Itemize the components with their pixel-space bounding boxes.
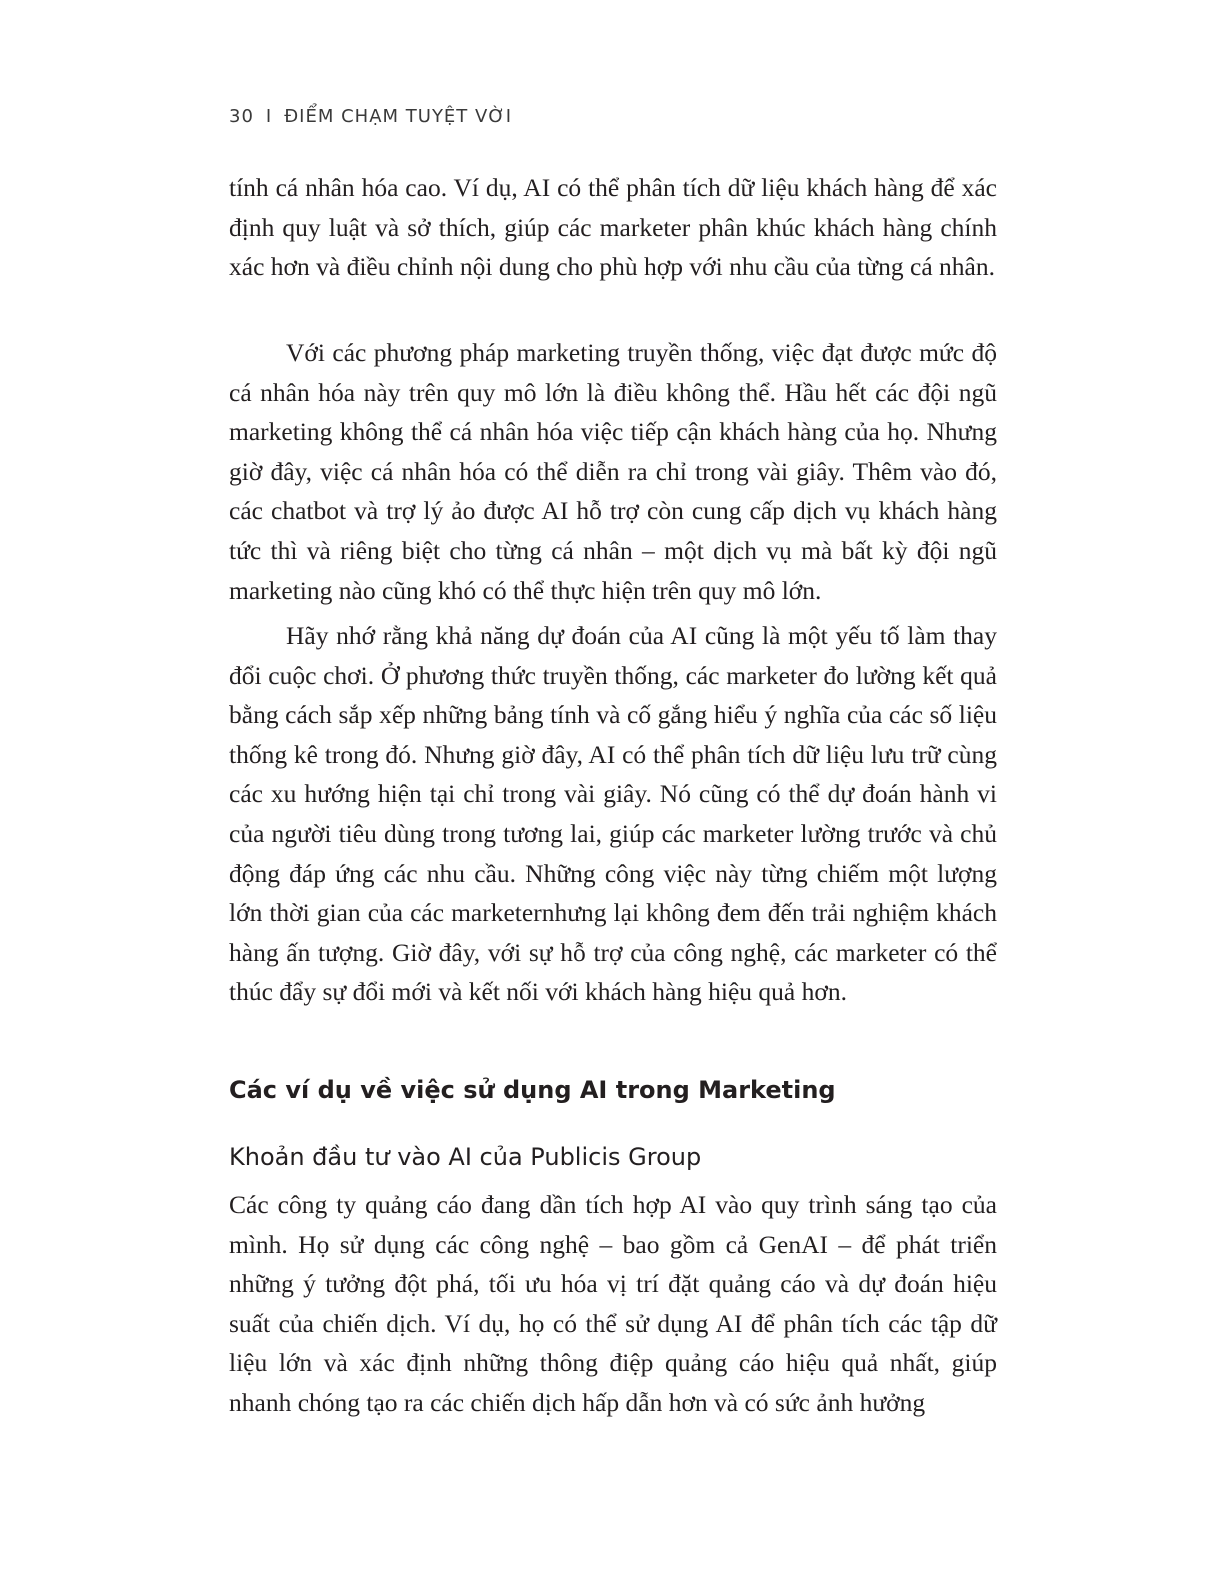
page-number: 30: [229, 106, 254, 127]
paragraph-3: Hãy nhớ rằng khả năng dự đoán của AI cũng là một yếu tố làm thay đổi cuộc chơi. Ở phương thức truyền thống, các marketer đo lường kết quả bằng cách sắp xếp những bảng tính và cố gắng hiểu ý nghĩa của các số liệu thống kê trong đó. Nhưng giờ đây, AI có thể phân tích dữ liệu lưu trữ cùng các xu hướng hiện tại chỉ trong vài giây. Nó cũng có thể dự đoán hành vi của người tiêu dùng trong tương lai, giúp các marketer lường trước và chủ động đáp ứng các nhu cầu. Những công việc này từng chiếm một lượng lớn thời gian của các marketernhưng lại không đem đến trải nghiệm khách hàng ấn tượng. Giờ đây, với sự hỗ trợ của công nghệ, các marketer có thể thúc đẩy sự đổi mới và kết nối với khách hàng hiệu quả hơn.: [229, 621, 997, 1007]
header-separator: I: [265, 106, 273, 127]
running-head: [229, 106, 512, 127]
paragraph-4: Các công ty quảng cáo đang dần tích hợp AI vào quy trình sáng tạo của mình. Họ sử dụng các công nghệ – bao gồm cả GenAI – để phát triển những ý tưởng đột phá, tối ưu hóa vị trí đặt quảng cáo và dự đoán hiệu suất của chiến dịch. Ví dụ, họ có thể sử dụng AI để phân tích các tập dữ liệu lớn và xác định những thông điệp quảng cáo hiệu quả nhất, giúp nhanh chóng tạo ra các chiến dịch hấp dẫn hơn và có sức ảnh hưởng: [229, 1190, 997, 1417]
section-heading: Các ví dụ về việc sử dụng AI trong Marketing: [229, 1076, 836, 1104]
sub-heading: Khoản đầu tư vào AI của Publicis Group: [229, 1143, 702, 1171]
book-title: ĐIỂM CHẠM TUYỆT VỜI: [284, 106, 513, 127]
paragraph-1: tính cá nhân hóa cao. Ví dụ, AI có thể phân tích dữ liệu khách hàng để xác định quy luật và sở thích, giúp các marketer phân khúc khách hàng chính xác hơn và điều chỉnh nội dung cho phù hợp với nhu cầu của từng cá nhân.: [229, 173, 997, 282]
paragraph-2: Với các phương pháp marketing truyền thống, việc đạt được mức độ cá nhân hóa này trên quy mô lớn là điều không thể. Hầu hết các đội ngũ marketing không thể cá nhân hóa việc tiếp cận khách hàng của họ. Nhưng giờ đây, việc cá nhân hóa có thể diễn ra chỉ trong vài giây. Thêm vào đó, các chatbot và trợ lý ảo được AI hỗ trợ còn cung cấp dịch vụ khách hàng tức thì và riêng biệt cho từng cá nhân – một dịch vụ mà bất kỳ đội ngũ marketing nào cũng khó có thể thực hiện trên quy mô lớn.: [229, 338, 997, 605]
